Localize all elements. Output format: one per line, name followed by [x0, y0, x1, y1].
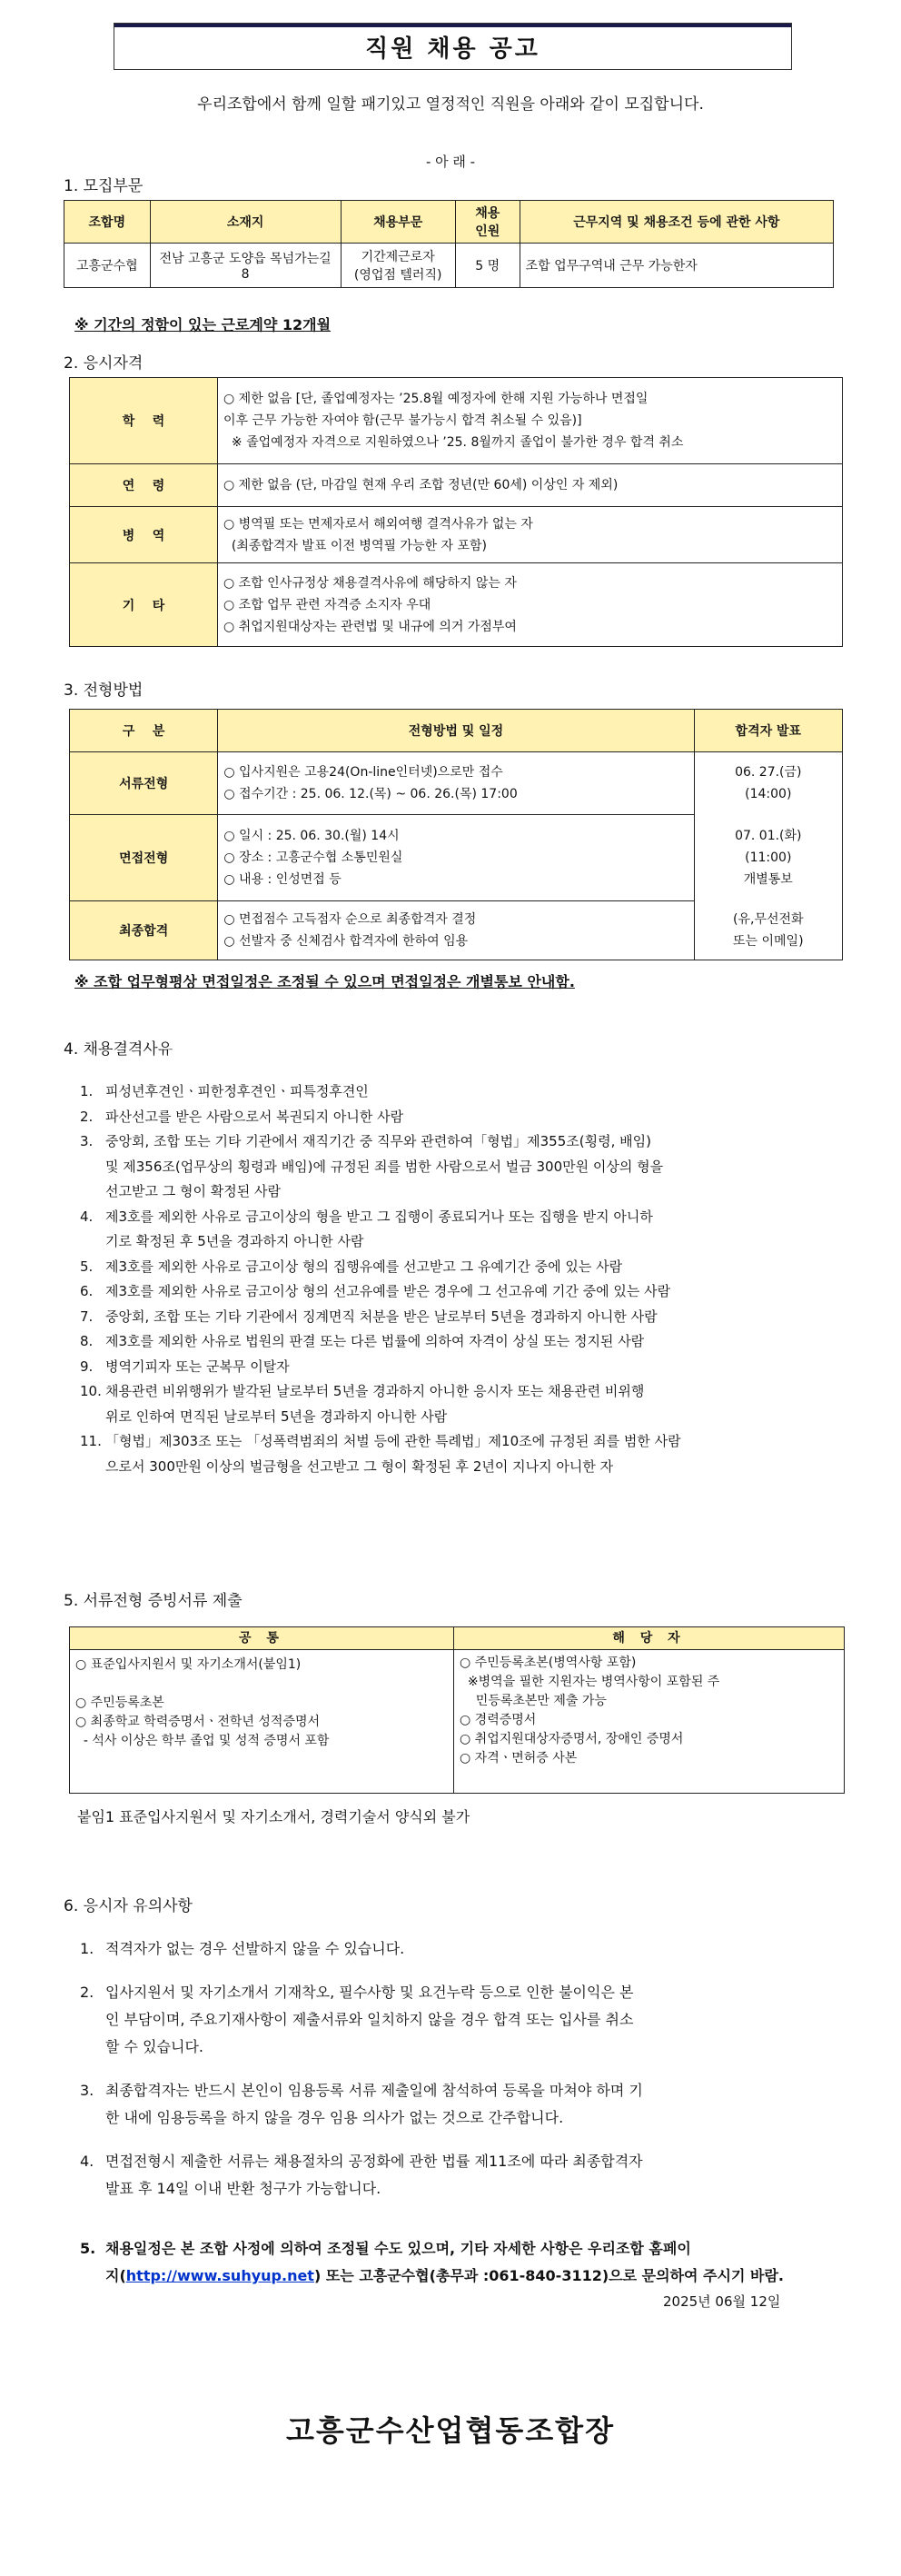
item-line: 제3호를 제외한 사유로 법원의 판결 또는 다른 법률에 의하여 자격이 상실 또는 정지된 사람	[105, 1333, 645, 1349]
item-text	[105, 1205, 653, 1255]
item-line: 병역기피자 또는 군복무 이탈자	[105, 1358, 290, 1375]
row-content	[218, 507, 843, 563]
documents-common-list	[70, 1650, 453, 1751]
note-text	[105, 2148, 643, 2203]
list-item	[80, 1429, 681, 1479]
table-cell: 기간제근로자 (영업점 텔러직)	[341, 244, 455, 288]
section-heading-notes: 6. 응시자 유의사항	[64, 1897, 193, 1915]
method-table	[69, 709, 843, 960]
column-header: 구 분	[70, 710, 218, 752]
contract-note: ※ 기간의 정함이 있는 근로계약 12개월	[74, 316, 332, 333]
note-text	[105, 2077, 643, 2132]
result-line: (유,무선전화	[733, 911, 804, 927]
cell-line: 이후 근무 가능한 자여야 함(근무 불가능시 합격 취소될 수 있음)]	[223, 413, 582, 428]
item-line: 으로서 300만원 이상의 벌금형을 선고받고 그 형이 확정된 후 2년이 지나지 아니한 자	[105, 1457, 614, 1475]
note-line: 채용일정은 본 조합 사정에 의하여 조정될 수도 있으며, 기타 자세한 사항은 우리조합 홈페이	[105, 2240, 691, 2257]
document-line: - 석사 이상은 학부 졸업 및 성적 증명서 포함	[75, 1734, 330, 1748]
disqualification-list	[80, 1079, 681, 1479]
document-line	[70, 1675, 453, 1694]
qualification-table	[69, 377, 843, 647]
item-line: 제3호를 제외한 사유로 금고이상 형의 선고유예를 받은 경우에 그 선고유예 기간 중에 있는 사람	[105, 1283, 671, 1299]
note-line: 인 부담이며, 주요기재사항이 제출서류와 일치하지 않을 경우 합격 또는 입사를 취소	[105, 2011, 634, 2028]
document-line: ○ 주민등록초본	[75, 1696, 164, 1710]
item-number: 7.	[80, 1308, 94, 1325]
document-line: ○ 주민등록초본(병역사항 포함)	[460, 1656, 637, 1670]
result-line: (14:00)	[745, 787, 792, 802]
note-text	[105, 1935, 404, 1963]
cell-line: ○ 입사지원은 고용24(On-line인터넷)으로만 접수	[223, 765, 503, 780]
row-content	[218, 752, 694, 815]
cell-line: ○ 취업지원대상자는 관련법 및 내규에 의거 가점부여	[223, 619, 517, 634]
note-text: ) 또는 고흥군수협(총무과 :061-840-3112)으로 문의하여 주시기 바람.	[313, 2267, 784, 2284]
table-row	[70, 563, 843, 647]
result-line: 07. 01.(화)	[735, 829, 802, 843]
note-line: 발표 후 14일 이내 반환 청구가 가능합니다.	[105, 2180, 381, 2197]
cell-line: (최종합격자 발표 이전 병역필 가능한 자 포함)	[223, 538, 487, 553]
table-cell: 5 명	[455, 244, 520, 288]
cell-line: ○ 조합 업무 관련 자격증 소지자 우대	[223, 597, 431, 612]
row-content	[218, 815, 694, 901]
item-text	[105, 1355, 290, 1380]
item-line: 제3호를 제외한 사유로 금고이상의 형을 받고 그 집행이 종료되거나 또는 집행을 받지 아니하	[105, 1208, 653, 1225]
result-line: (11:00)	[745, 850, 792, 865]
row-category: 기 타	[70, 563, 218, 647]
column-header: 전형방법 및 일정	[218, 710, 694, 752]
document-line: ○ 경력증명서	[460, 1713, 537, 1727]
item-line: 피성년후견인ㆍ피한정후견인ㆍ피특정후견인	[105, 1083, 369, 1099]
note-line: 최종합격자는 반드시 본인이 임용등록 서류 제출일에 참석하여 등록을 마쳐야 하며 기	[105, 2082, 643, 2099]
column-header: 합격자 발표	[694, 710, 842, 752]
cell-line: ○ 내용 : 인성면접 등	[223, 872, 342, 887]
row-result	[694, 901, 842, 960]
item-text	[105, 1379, 644, 1429]
note-line: 적격자가 없는 경우 선발하지 않을 수 있습니다.	[105, 1940, 405, 1957]
item-number: 5.	[80, 1258, 94, 1275]
recruit-table	[64, 200, 834, 288]
result-line: 또는 이메일)	[733, 933, 804, 949]
item-text	[105, 1305, 658, 1330]
table-row	[70, 752, 843, 815]
signature: 고흥군수산업협동조합장	[285, 2413, 616, 2448]
item-number: 4.	[80, 1208, 94, 1225]
list-item	[80, 1329, 681, 1355]
item-text	[105, 1279, 670, 1305]
row-category: 학 력	[70, 378, 218, 464]
cell-line: ○ 병역필 또는 면제자로서 해외여행 결격사유가 없는 자	[223, 516, 533, 532]
item-text	[105, 1329, 644, 1355]
item-text	[105, 1129, 663, 1205]
applicant-note-5	[80, 2235, 784, 2290]
item-number: 9.	[80, 1358, 94, 1375]
notice-date: 2025년 06월 12일	[663, 2293, 781, 2310]
table-row	[64, 244, 834, 288]
column-header: 근무지역 및 채용조건 등에 관한 사항	[520, 201, 833, 244]
attachment-note: 붙임1 표준입사지원서 및 자기소개서, 경력기술서 양식외 불가	[77, 1808, 470, 1825]
column-header: 채용부문	[341, 201, 455, 244]
table-row	[70, 901, 843, 960]
row-content	[218, 901, 694, 960]
cell-line: ○ 조합 인사규정상 채용결격사유에 해당하지 않는 자	[223, 575, 517, 591]
list-item	[80, 1979, 643, 2061]
list-item	[80, 2148, 643, 2203]
item-number: 11.	[80, 1433, 102, 1449]
section-heading-qualification: 2. 응시자격	[64, 354, 144, 373]
documents-common-header: 공 통	[70, 1627, 453, 1650]
document-line: ○ 자격ㆍ면허증 사본	[460, 1751, 578, 1765]
cell-line: ○ 장소 : 고흥군수협 소통민원실	[223, 850, 403, 865]
item-text	[105, 1105, 403, 1130]
note-text	[105, 1979, 633, 2061]
row-result	[694, 752, 842, 815]
list-item	[80, 1279, 681, 1305]
document-line: ○ 표준입사지원서 및 자기소개서(붙임1)	[75, 1657, 302, 1672]
section-heading-method: 3. 전형방법	[64, 681, 144, 700]
note-number: 4.	[80, 2153, 94, 2170]
result-line: 개별통보	[743, 872, 793, 887]
homepage-link[interactable]: http://www.suhyup.net	[125, 2267, 314, 2284]
list-item	[80, 1355, 681, 1380]
table-cell: 고흥군수협	[64, 244, 151, 288]
item-line: 중앙회, 조합 또는 기타 기관에서 징계면직 처분을 받은 날로부터 5년을 경과하지 아니한 사람	[105, 1308, 658, 1325]
cell-line: ※ 졸업예정자 자격으로 지원하였으나 ’25. 8월까지 졸업이 불가한 경우 합격 취소	[223, 435, 684, 450]
row-content	[218, 378, 843, 464]
cell-line: ○ 제한 없음 (단, 마감일 현재 우리 조합 정년(만 60세) 이상인 자 제외)	[223, 478, 619, 492]
cell-line: ○ 일시 : 25. 06. 30.(월) 14시	[223, 829, 400, 843]
section-heading-recruit: 1. 모집부문	[64, 177, 144, 195]
list-item	[80, 1379, 681, 1429]
item-text	[105, 1429, 681, 1479]
documents-target-list	[454, 1650, 844, 1768]
interview-note: ※ 조합 업무형평상 면접일정은 조정될 수 있으며 면접일정은 개별통보 안내함.	[74, 973, 575, 990]
item-number: 3.	[80, 1133, 94, 1149]
column-header: 채용 인원	[455, 201, 520, 244]
table-row	[70, 507, 843, 563]
row-content	[218, 464, 843, 507]
note-line: 입사지원서 및 자기소개서 기재착오, 필수사항 및 요건누락 등으로 인한 불이익은 본	[105, 1984, 634, 2001]
cell-line: ○ 선발자 중 신체검사 합격자에 한하여 임용	[223, 934, 469, 949]
column-header: 소재지	[150, 201, 341, 244]
row-content	[218, 563, 843, 647]
table-cell: 전남 고흥군 도양읍 목넘가는길 8	[150, 244, 341, 288]
table-row	[70, 815, 843, 901]
item-line: 위로 인하여 면직된 날로부터 5년을 경과하지 아니한 사람	[105, 1407, 448, 1425]
cell-line: ○ 면접점수 고득점자 순으로 최종합격자 결정	[223, 912, 477, 927]
list-item	[80, 1305, 681, 1330]
document-line: ※병역을 필한 지원자는 병역사항이 포함된 주	[460, 1675, 720, 1689]
table-row	[70, 378, 843, 464]
item-line: 중앙회, 조합 또는 기타 기관에서 재직기간 중 직무와 관련하여「형법」제355조(횡령, 배임)	[105, 1133, 651, 1149]
notice-title: 직원 채용 공고	[114, 23, 792, 70]
note-line: 한 내에 임용등록을 하지 않을 경우 임용 의사가 없는 것으로 간주합니다.	[105, 2109, 564, 2126]
column-header: 조합명	[64, 201, 151, 244]
row-category: 병 역	[70, 507, 218, 563]
documents-common-column	[70, 1627, 454, 1793]
note-number: 1.	[80, 1940, 94, 1957]
list-item	[80, 1129, 681, 1205]
list-item	[80, 1255, 681, 1280]
table-header-row	[64, 201, 834, 244]
applicant-notes-list	[80, 1935, 643, 2219]
note-text: 지(	[105, 2267, 126, 2284]
document-line: ○ 최종학교 학력증명서ㆍ전학년 성적증명서	[75, 1715, 320, 1729]
item-number: 8.	[80, 1333, 94, 1349]
documents-target-column	[454, 1627, 844, 1793]
list-item	[80, 1079, 681, 1105]
list-item	[80, 1205, 681, 1255]
row-category: 서류전형	[70, 752, 218, 815]
document-line: 민등록초본만 제출 가능	[460, 1694, 607, 1708]
item-line: 및 제356조(업무상의 횡령과 배임)에 규정된 죄를 범한 사람으로서 벌금 300만원 이상의 형을	[105, 1158, 664, 1175]
row-result	[694, 815, 842, 901]
item-line: 「형법」제303조 또는 「성폭력범죄의 처벌 등에 관한 특례법」제10조에 규정된 죄를 범한 사람	[105, 1433, 681, 1449]
cell-line: ○ 제한 없음 [단, 졸업예정자는 ’25.8월 예정자에 한해 지원 가능하나 면접일	[223, 392, 649, 406]
item-text	[105, 1079, 369, 1105]
note-line: 할 수 있습니다.	[105, 2038, 203, 2055]
list-item	[80, 1105, 681, 1130]
note-number: 5.	[80, 2240, 96, 2257]
result-line: 06. 27.(금)	[735, 765, 802, 781]
intro-text: 우리조합에서 함께 일할 패기있고 열정적인 직원을 아래와 같이 모집합니다.	[197, 95, 704, 114]
table-header-row	[70, 710, 843, 752]
documents-box	[69, 1626, 845, 1794]
row-category: 연 령	[70, 464, 218, 507]
note-number: 3.	[80, 2082, 94, 2099]
item-number: 2.	[80, 1108, 94, 1125]
list-item	[80, 2077, 643, 2132]
item-line: 기로 확정된 후 5년을 경과하지 아니한 사람	[105, 1233, 364, 1249]
document-line: ○ 취업지원대상자증명서, 장애인 증명서	[460, 1732, 684, 1746]
section-heading-disqualification: 4. 채용결격사유	[64, 1040, 173, 1059]
row-category: 면접전형	[70, 815, 218, 901]
item-number: 6.	[80, 1283, 94, 1299]
note-line: 면접전형시 제출한 서류는 채용절차의 공정화에 관한 법률 제11조에 따라 최종합격자	[105, 2153, 643, 2170]
item-line: 파산선고를 받은 사람으로서 복권되지 아니한 사람	[105, 1108, 404, 1125]
table-row	[70, 464, 843, 507]
cell-line: ○ 접수기간 : 25. 06. 12.(목) ~ 06. 26.(목) 17:00	[223, 787, 518, 801]
item-line: 채용관련 비위행위가 발각된 날로부터 5년을 경과하지 아니한 응시자 또는 채용관련 비위행	[105, 1383, 645, 1399]
item-line: 선고받고 그 형이 확정된 사람	[105, 1183, 281, 1199]
table-cell: 조합 업무구역내 근무 가능한자	[520, 244, 833, 288]
note-number: 2.	[80, 1984, 94, 2001]
center-note: - 아 래 -	[425, 154, 476, 170]
item-line: 제3호를 제외한 사유로 금고이상 형의 집행유예를 선고받고 그 유예기간 중에 있는 사람	[105, 1258, 623, 1275]
item-text	[105, 1255, 622, 1280]
item-number: 1.	[80, 1083, 94, 1099]
row-category: 최종합격	[70, 901, 218, 960]
section-heading-documents: 5. 서류전형 증빙서류 제출	[64, 1592, 243, 1610]
item-number: 10.	[80, 1383, 102, 1399]
list-item	[80, 1935, 643, 1963]
documents-target-header: 해 당 자	[454, 1627, 844, 1650]
